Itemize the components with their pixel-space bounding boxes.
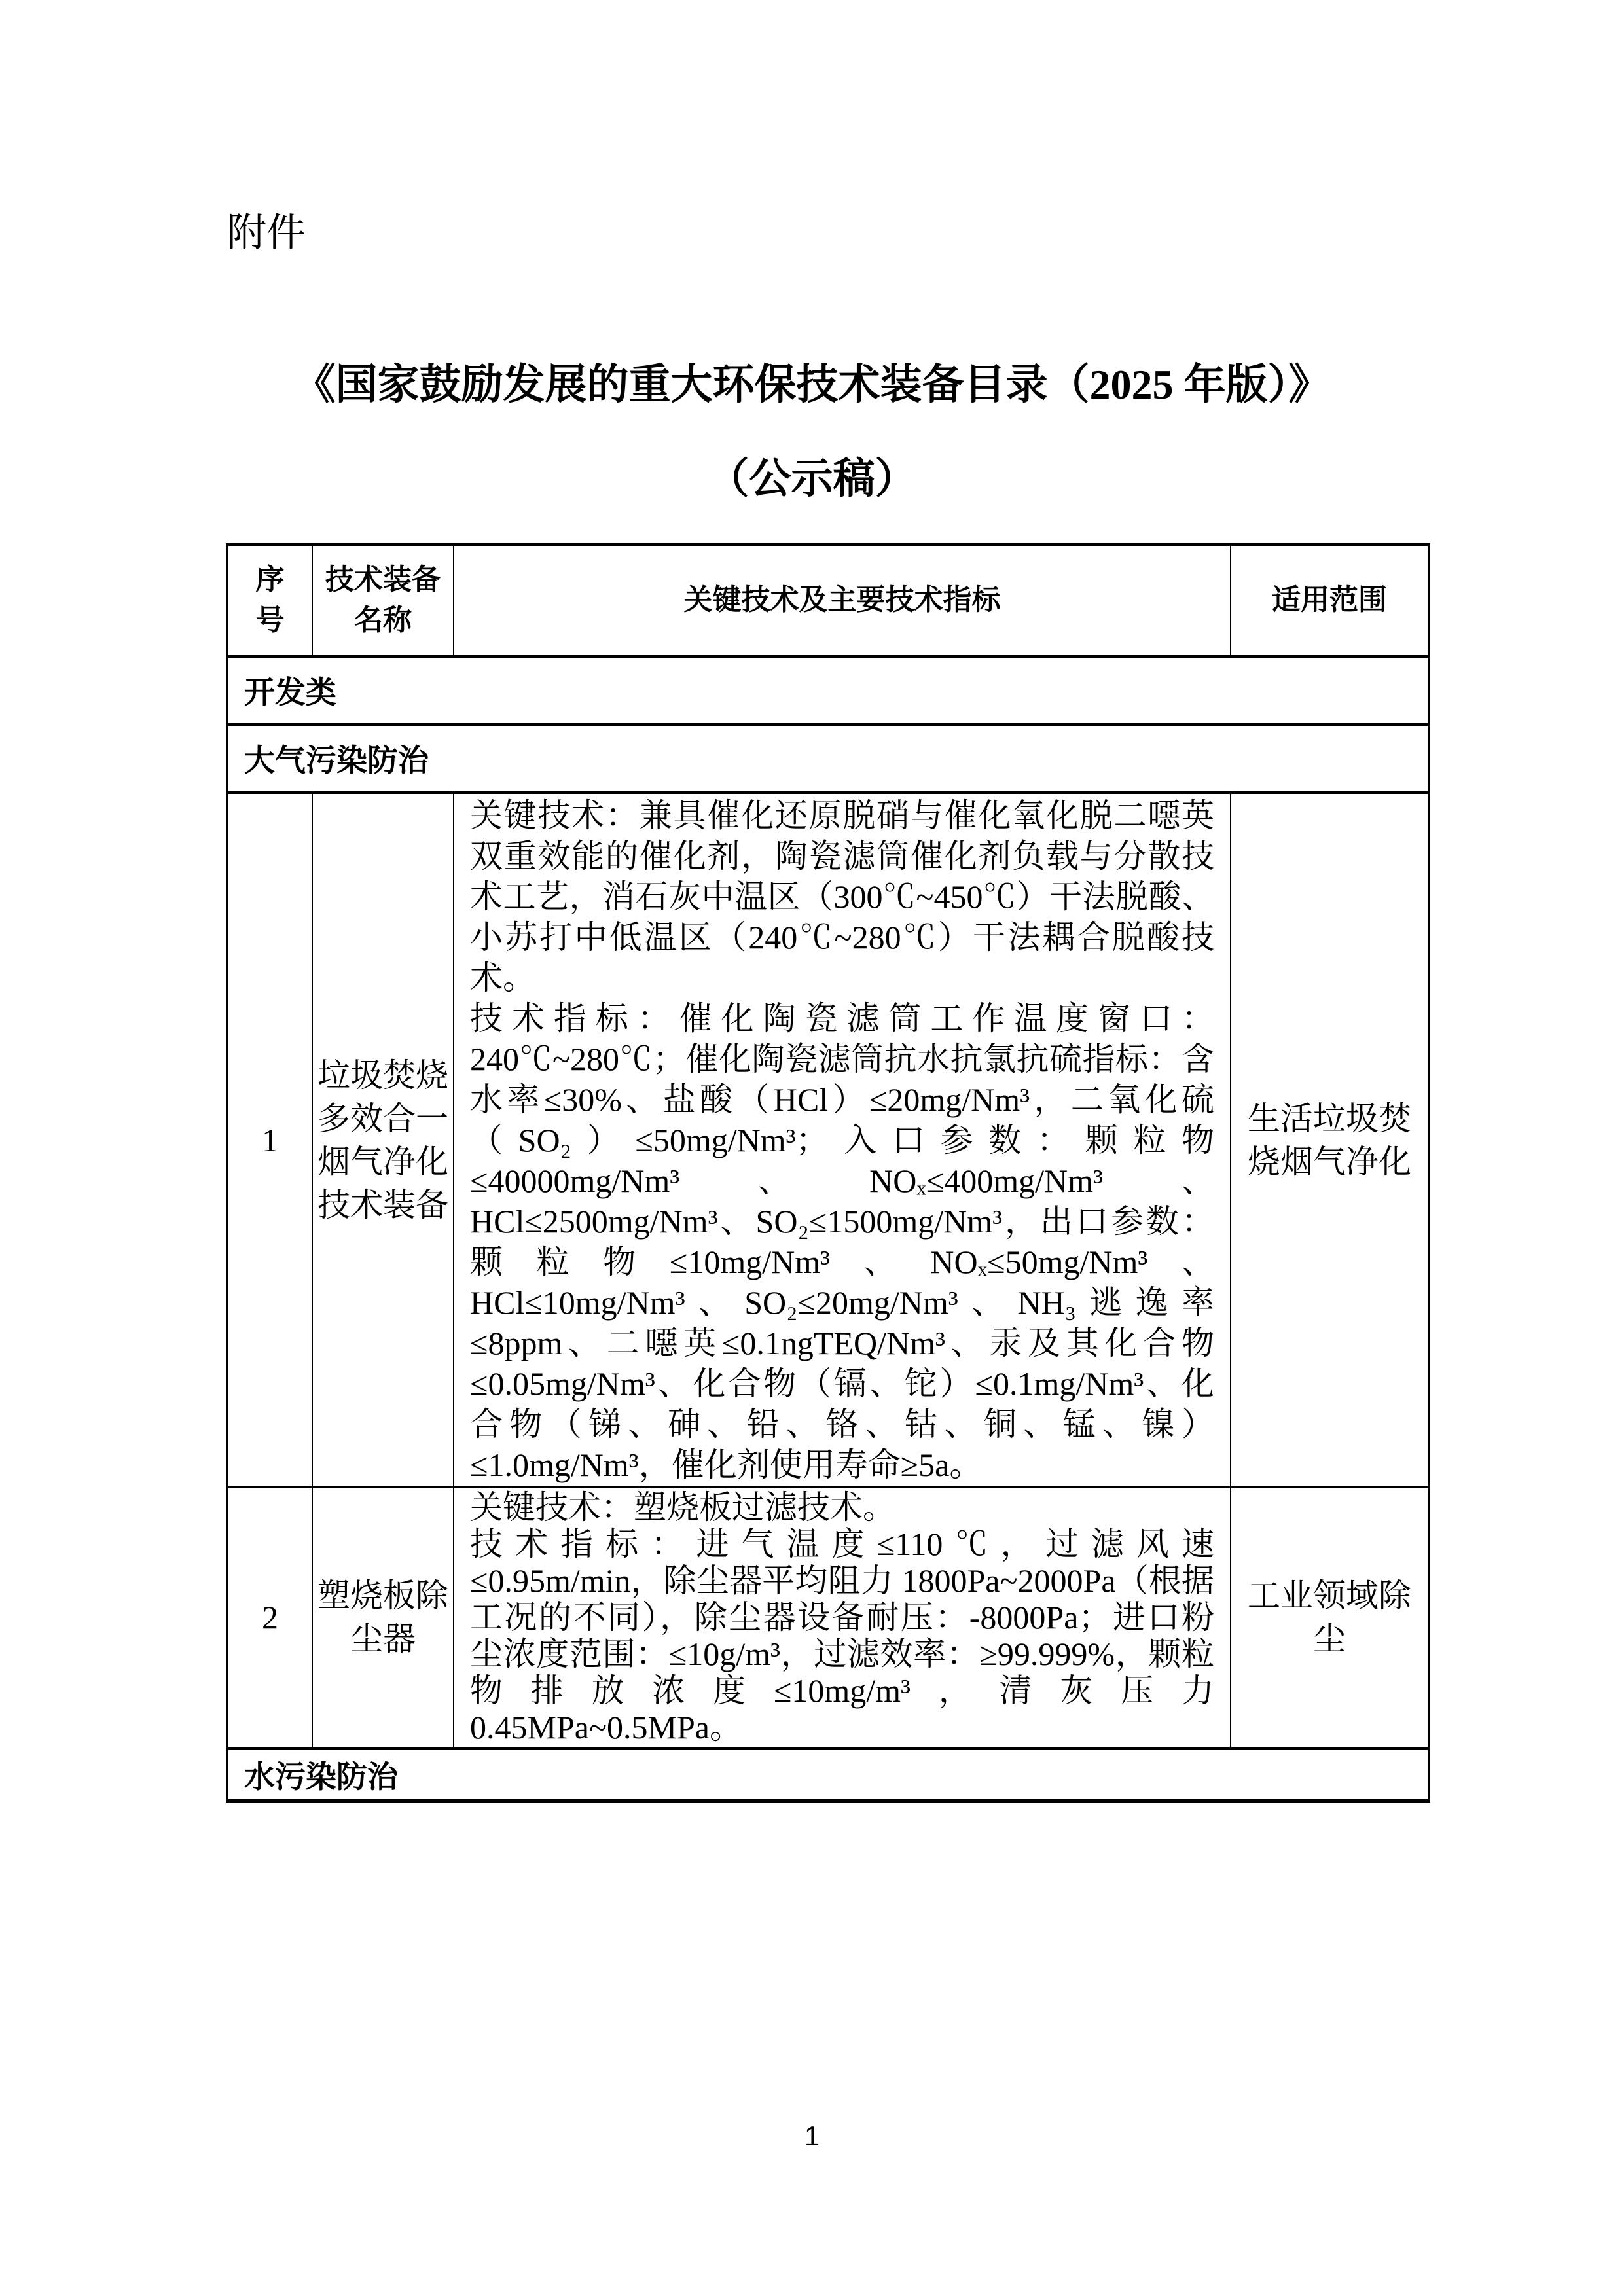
attachment-label: 附件 bbox=[227, 211, 306, 255]
item-equipment-name: 垃圾焚烧多效合一烟气净化技术装备 bbox=[312, 792, 454, 1487]
section-label: 大气污染防治 bbox=[227, 724, 1429, 792]
page-number: 1 bbox=[804, 2121, 820, 2151]
item-key-tech bbox=[454, 1487, 1231, 1749]
section-row-water-pollution bbox=[227, 1748, 1429, 1801]
document-title: 《国家鼓励发展的重大环保技术装备目录（2025 年版）》 bbox=[293, 361, 1331, 408]
section-row-air-pollution bbox=[227, 724, 1429, 792]
item-scope: 生活垃圾焚烧烟气净化 bbox=[1231, 792, 1429, 1487]
table-header-row bbox=[227, 545, 1429, 656]
section-row-development bbox=[227, 656, 1429, 724]
table-row-item-1 bbox=[227, 792, 1429, 1487]
header-cell-scope: 适用范围 bbox=[1231, 545, 1429, 656]
section-label: 水污染防治 bbox=[227, 1748, 1429, 1801]
document-subtitle: （公示稿） bbox=[707, 456, 917, 502]
table-row-item-2 bbox=[227, 1487, 1429, 1749]
item-index: 2 bbox=[227, 1487, 312, 1749]
catalog-table bbox=[226, 543, 1430, 1803]
item-equipment-name: 塑烧板除尘器 bbox=[312, 1487, 454, 1749]
header-cell-index bbox=[227, 545, 312, 656]
header-cell-key-tech: 关键技术及主要技术指标 bbox=[454, 545, 1231, 656]
header-cell-name: 技术装备名称 bbox=[312, 545, 454, 656]
item-index: 1 bbox=[227, 792, 312, 1487]
header-index-label: 序号 bbox=[255, 563, 285, 636]
item-scope: 工业领域除尘 bbox=[1231, 1487, 1429, 1749]
key-tech-paragraph: 关键技术：兼具催化还原脱硝与催化氧化脱二噁英双重效能的催化剂，陶瓷滤筒催化剂负载与分散技术工艺，消石灰中温区（300℃~450℃）干法脱酸、小苏打中低温区（240℃~280℃）干法耦合脱酸技术。 bbox=[470, 797, 1214, 996]
key-tech-paragraph: 关键技术：塑烧板过滤技术。 bbox=[470, 1488, 895, 1526]
tech-indicator-paragraph: 技术指标：进气温度≤110℃，过滤风速≤0.95m/min，除尘器平均阻力 1800Pa~2000Pa（根据工况的不同），除尘器设备耐压：-8000Pa；进口粉尘浓度范围：≤10g/m³，过滤效率：≥99.999%，颗粒物排放浓度≤10mg/m³，清灰压力 0.45MPa~0.5MPa。 bbox=[470, 1525, 1214, 1746]
item-key-tech bbox=[454, 792, 1231, 1487]
section-label: 开发类 bbox=[227, 656, 1429, 724]
tech-indicator-paragraph: 技术指标：催化陶瓷滤筒工作温度窗口：240℃~280℃；催化陶瓷滤筒抗水抗氯抗硫指标：含水率≤30%、盐酸（HCl）≤20mg/Nm³，二氧化硫（SO₂）≤50mg/Nm³；入口参数：颗粒物≤40000mg/Nm³、NOₓ≤400mg/Nm³、HCl≤2500mg/Nm³、SO₂≤1500mg/Nm³，出口参数：颗粒物≤10mg/Nm³、NOₓ≤50mg/Nm³、HCl≤10mg/Nm³、SO₂≤20mg/Nm³、NH₃逃逸率≤8ppm、二噁英≤0.1ngTEQ/Nm³、汞及其化合物≤0.05mg/Nm³、化合物（镉、铊）≤0.1mg/Nm³、化合物（锑、砷、铅、铬、钴、铜、锰、镍）≤1.0mg/Nm³，催化剂使用寿命≥5a。 bbox=[470, 999, 1214, 1483]
